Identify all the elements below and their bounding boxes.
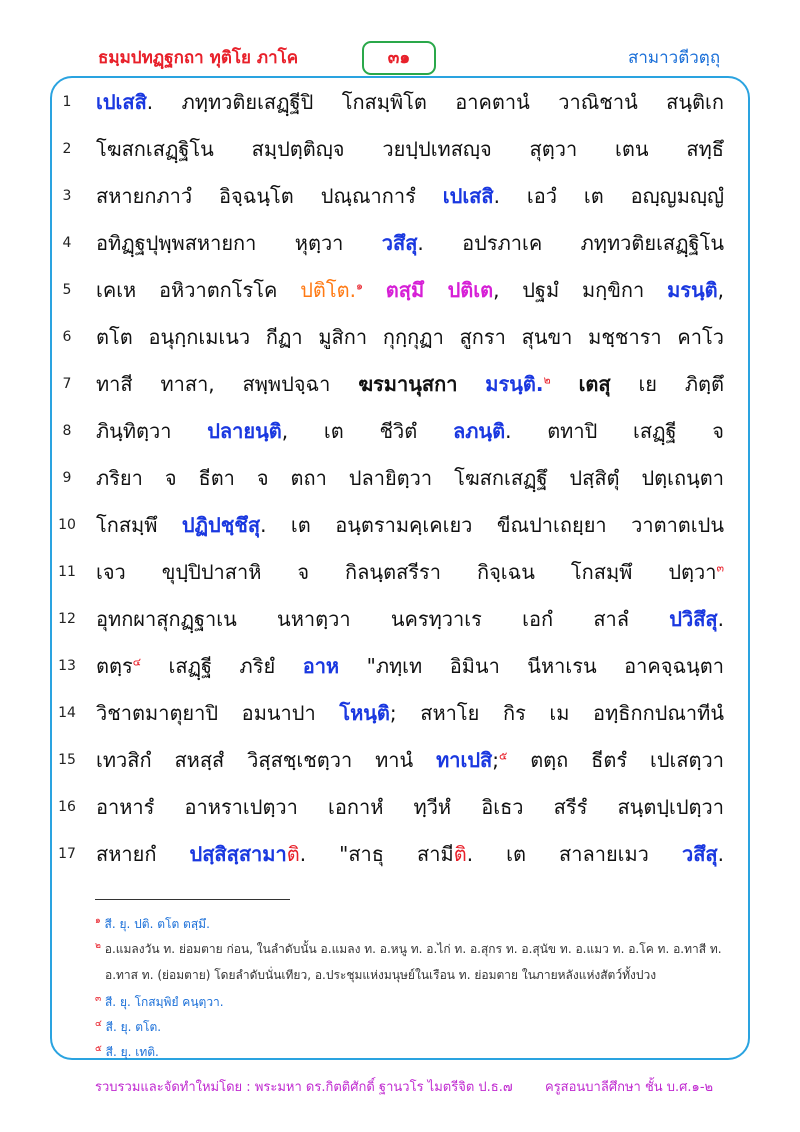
text-line [0,550,800,596]
verb-highlight: โหนฺติ [339,701,390,725]
text-line [0,456,800,502]
footnote-text: สี. ยุ. ตโต. [105,1020,162,1034]
subject-bold: ฆรมานุสกา [358,372,458,396]
line-text: เคเห อหิวาตกโรโค ปติโต.$^๑$ ตสฺมึ ปติเต, ปฐมํ มกฺขิกา มรนฺติ, [96,278,724,302]
footnote-marker: ๑ [355,279,363,293]
line-number: 1 [62,94,72,110]
footnote-item [105,966,656,985]
footnote-item [95,915,210,934]
text-line [0,174,800,220]
line-text: ภริยา จ ธีตา จ ตถา ปลายิตฺวา โฆสกเสฏฺฐึ ปสฺสิตุํ ปตฺเถนฺตา [96,466,724,490]
line-text: อทิฏฺฐปุพฺพสหายกา หุตฺวา วสึสุ. อปรภาเค ภทฺทวติยเสฏฺฐิโน [96,231,724,255]
highlight: ติ [286,842,300,866]
footnote-text: สี. ยุ. โกสมฺพิยํ คนฺตฺวา. [104,995,224,1009]
footnote-number: ๕ [95,1044,102,1054]
line-text: เจว ขุปฺปิปาสาหิ จ กิลนฺตสรีรา กิจฺเฉน โกสมฺพึ ปตฺวา$^๓$ [96,560,724,584]
text-line [0,268,800,314]
verb-highlight: มรนฺติ [667,278,718,302]
footer-compiler: รวบรวมและจัดทำใหม่โดย : พระมหา ดร.กิตติศักดิ์ ฐานวโร ไมตรีจิต ป.ธ.๗ [95,1080,513,1095]
line-number: 2 [62,141,72,157]
text-line [0,362,800,408]
line-text: โฆสกเสฏฺฐิโน สมฺปตฺติญฺจ วยปฺปเทสญฺจ สุตฺวา เตน สทฺธึ [96,137,724,161]
footnote-number: ๑ [95,916,101,926]
footnote-item [95,1043,159,1062]
footnote-marker: ๒ [543,373,551,387]
line-number: 12 [58,611,76,627]
text-line [0,785,800,831]
text-line [0,503,800,549]
line-text: วิชาตมาตุยาปิ อมนาปา โหนฺติ; สหาโย กิร เม อทฺธิกกปณาทีนํ [96,701,724,725]
footnote-item [95,1018,161,1037]
book-title: ธมฺมปทฏฺฐกถา ทุติโย ภาโค [98,48,299,68]
text-line [0,127,800,173]
verb-highlight: ทาเปสิ [436,748,493,772]
line-text: ทาสี ทาสา, สพฺพปจฺฉา ฆรมานุสกา มรนฺติ.$^๒$ เตสุ เย ภิตฺตึ [96,372,724,396]
footnote-text: สี. ยุ. เทติ. [105,1045,159,1059]
line-number: 15 [58,752,76,768]
line-number: 3 [62,188,72,204]
line-text: ตตฺร$^๔$ เสฏฺฐี ภริยํ อาห "ภทฺเท อิมินา นีหาเรน อาคจฺฉนฺตา [96,654,724,678]
text-line [0,691,800,737]
line-number: 4 [62,235,72,251]
verb-highlight: ปฏิปชฺชึสุ [181,513,261,537]
text-line [0,221,800,267]
verb-highlight: วสึสุ [381,231,418,255]
line-text: อุทกผาสุกฏฺฐาเน นหาตฺวา นครทฺวาเร เอกํ สาลํ ปวิสึสุ. [96,607,724,631]
subject-bold: เตสุ [578,372,611,396]
line-text: อาหารํ อาหราเปตฺวา เอกาหํ ทฺวีหํ อิเธว สรีรํ สนฺตปฺเปตฺวา [96,795,724,819]
line-number: 5 [62,282,72,298]
text-line [0,738,800,784]
text-line [0,315,800,361]
footnote-text: สี. ยุ. ปติ. ตโต ตสฺมึ. [104,917,210,931]
line-number: 11 [58,564,76,580]
footer-course: ครูสอนบาลีศึกษา ชั้น บ.ศ.๑-๒ [545,1080,714,1095]
verb-highlight: อาห [302,654,340,678]
line-number: 17 [58,846,76,862]
line-number: 7 [62,376,72,392]
text-line [0,832,800,878]
footnote-number: ๒ [95,941,101,951]
page-number: ๓๑ [362,41,436,75]
line-text: เทวสิกํ สหสฺสํ วิสฺสชฺเชตฺวา ทานํ ทาเปสิ;$^๕$ ตตฺถ ธีตรํ เปเสตฺวา [96,748,724,772]
footnote-item [95,993,224,1012]
text-line [0,644,800,690]
verb-highlight: วสึสุ [681,842,718,866]
page-footer [95,1076,714,1097]
line-number: 9 [62,470,72,486]
line-text: สหายกํ ปสฺสิสฺสามาติ. "สาธุ สามีติ. เต สาลายเมว วสึสุ. [96,842,724,866]
footnote-marker: ๔ [132,655,142,669]
footnote-text: อ.ทาส ท. (ย่อมตาย) โดยลำดับนั่นเทียว, อ.ประชุมแห่งมนุษย์ในเรือน ท. ย่อมตาย ในภายหลังแห่งสัตว์ทั้งปวง [105,968,657,982]
verb-highlight: ลภนฺติ [452,419,506,443]
footnote-marker: ๕ [498,749,508,763]
verb-highlight: . [535,372,544,396]
text-line [0,80,800,126]
footnote-text: อ.แมลงวัน ท. ย่อมตาย ก่อน, ในลำดับนั้น อ.แมลง ท. อ.หนู ท. อ.ไก่ ท. อ.สุกร ท. อ.สุนัข ท. อ.แมว ท. อ.โค ท. อ.ทาสี ท. [104,942,722,956]
highlight: ปติโต [300,278,350,302]
line-number: 14 [58,705,76,721]
verb-highlight: เปเสสิ [96,90,147,114]
story-title: สามาวตีวตฺถุ [628,48,721,68]
footnote-number: ๓ [95,994,102,1004]
line-text: ตโต อนุกฺกเมเนว กีฏา มูสิกา กุกฺกุฏา สูกรา สุนขา มชฺชารา คาโว [96,325,724,349]
footnote-marker: ๓ [716,561,724,575]
line-text: เปเสสิ. ภทฺทวติยเสฏฺฐีปิ โกสมฺพิโต อาคตานํ วาณิชานํ สนฺติเก [96,90,724,114]
footnote-divider [95,899,290,900]
highlight: ติ [453,842,467,866]
verb-highlight: มรนฺติ [485,372,536,396]
verb-highlight: ปวิสึสุ [669,607,718,631]
line-number: 10 [58,517,76,533]
line-text: โกสมฺพึ ปฏิปชฺชึสุ. เต อนฺตรามคฺเคเยว ขีณปาเถยฺยา วาตาตเปน [96,513,724,537]
verb-highlight: เปเสสิ [442,184,494,208]
text-line [0,409,800,455]
highlight: . [349,278,356,302]
text-line [0,597,800,643]
line-text: ภินฺทิตฺวา ปลายนฺติ, เต ชีวิตํ ลภนฺติ. ตทาปิ เสฏฺฐี จ [96,419,724,443]
line-number: 8 [62,423,72,439]
line-number: 6 [62,329,72,345]
footnote-item [95,940,722,959]
line-text: สหายกภาวํ อิจฺฉนฺโต ปณฺณาการํ เปเสสิ. เอวํ เต อญฺญมญฺญํ [96,184,724,208]
verb-highlight: ปสฺสิสฺสามา [189,842,287,866]
footnote-number: ๔ [95,1019,102,1029]
line-number: 16 [58,799,76,815]
highlight: ตสฺมึ ปติเต [385,278,494,302]
verb-highlight: ปลายนฺติ [207,419,282,443]
line-number: 13 [58,658,76,674]
